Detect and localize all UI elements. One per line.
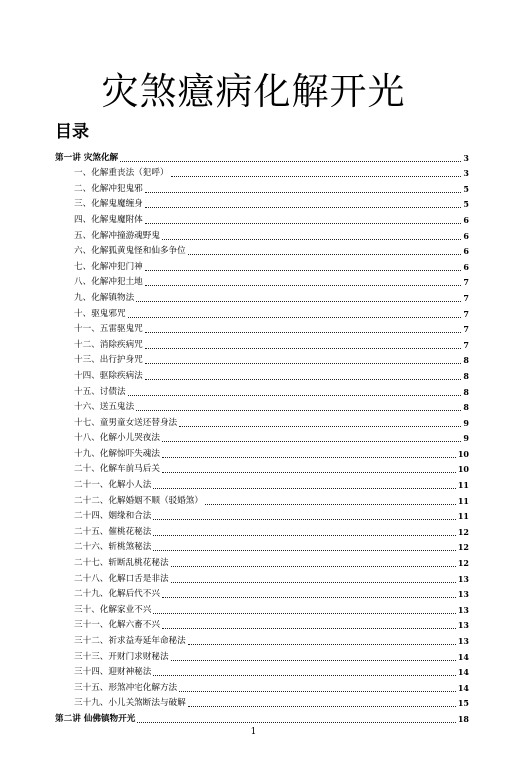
toc-entry-label: 十六、送五鬼法 xyxy=(74,402,135,413)
dot-leader xyxy=(188,706,456,707)
toc-section-entry[interactable] xyxy=(55,647,469,663)
dot-leader xyxy=(145,270,462,271)
dot-leader xyxy=(153,675,456,676)
toc-section-entry[interactable] xyxy=(55,242,469,258)
dot-leader xyxy=(171,582,456,583)
toc-entry-page: 6 xyxy=(463,246,469,257)
toc-section-entry[interactable] xyxy=(55,195,469,211)
toc-entry-label: 二十七、斩断乱桃花秘法 xyxy=(74,558,169,569)
dot-leader xyxy=(205,504,456,505)
dot-leader xyxy=(153,613,456,614)
toc-entry-label: 九、化解镇物法 xyxy=(74,292,135,303)
toc-entry-page: 6 xyxy=(463,214,469,225)
toc-entry-page: 9 xyxy=(463,433,469,444)
toc-entry-label: 二十五、催桃花秘法 xyxy=(74,526,152,537)
toc-section-entry[interactable] xyxy=(55,507,469,523)
toc-section-entry[interactable] xyxy=(55,600,469,616)
toc-entry-page: 8 xyxy=(463,402,469,413)
dot-leader xyxy=(162,628,456,629)
toc-section-entry[interactable] xyxy=(55,210,469,226)
toc-entry-label: 十八、化解小儿哭夜法 xyxy=(74,433,160,444)
table-of-contents xyxy=(55,148,469,725)
toc-entry-label: 第二讲 仙佛镇物开光 xyxy=(55,713,136,724)
dot-leader xyxy=(179,426,461,427)
dot-leader xyxy=(128,317,462,318)
toc-section-entry[interactable] xyxy=(55,335,469,351)
toc-heading: 目录 xyxy=(55,122,89,142)
toc-entry-label: 二十八、化解口舌是非法 xyxy=(74,573,169,584)
toc-section-entry[interactable] xyxy=(55,398,469,414)
toc-section-entry[interactable] xyxy=(55,413,469,429)
toc-entry-label: 十四、驱除疾病法 xyxy=(74,370,143,381)
dot-leader xyxy=(153,519,456,520)
dot-leader xyxy=(162,472,456,473)
toc-entry-label: 二十九、化解后代不兴 xyxy=(74,589,160,600)
toc-section-entry[interactable] xyxy=(55,304,469,320)
dot-leader xyxy=(145,379,462,380)
dot-leader xyxy=(128,395,462,396)
dot-leader xyxy=(136,301,461,302)
dot-leader xyxy=(153,488,456,489)
dot-leader xyxy=(188,254,462,255)
toc-entry-page: 13 xyxy=(457,604,469,615)
dot-leader xyxy=(145,207,462,208)
toc-entry-page: 7 xyxy=(463,339,469,350)
dot-leader xyxy=(120,161,461,162)
toc-section-entry[interactable] xyxy=(55,569,469,585)
toc-section-entry[interactable] xyxy=(55,553,469,569)
dot-leader xyxy=(145,192,462,193)
toc-entry-page: 7 xyxy=(463,324,469,335)
toc-section-entry[interactable] xyxy=(55,678,469,694)
toc-entry-label: 十二、消除疾病咒 xyxy=(74,339,143,350)
dot-leader xyxy=(171,660,456,661)
toc-section-entry[interactable] xyxy=(55,179,469,195)
toc-section-entry[interactable] xyxy=(55,257,469,273)
toc-entry-page: 3 xyxy=(463,168,469,179)
toc-entry-page: 10 xyxy=(457,448,469,459)
toc-section-entry[interactable] xyxy=(55,351,469,367)
dot-leader xyxy=(145,285,462,286)
toc-section-entry[interactable] xyxy=(55,663,469,679)
toc-entry-page: 7 xyxy=(463,277,469,288)
dot-leader xyxy=(188,644,456,645)
toc-entry-page: 13 xyxy=(457,636,469,646)
toc-section-entry[interactable] xyxy=(55,288,469,304)
toc-entry-label: 第一讲 灾煞化解 xyxy=(55,152,119,163)
dot-leader xyxy=(145,363,462,364)
toc-entry-page: 3 xyxy=(463,152,469,163)
toc-section-entry[interactable] xyxy=(55,164,469,180)
toc-section-entry[interactable] xyxy=(55,366,469,382)
toc-entry-label: 一、化解重丧法（犯呼） xyxy=(74,168,169,179)
toc-section-entry[interactable] xyxy=(55,631,469,647)
dot-leader xyxy=(171,566,456,567)
toc-entry-page: 9 xyxy=(463,417,469,428)
toc-entry-page: 13 xyxy=(457,589,469,600)
toc-entry-page: 12 xyxy=(457,526,469,537)
dot-leader xyxy=(137,722,456,723)
toc-entry-label: 二、化解冲犯鬼邪 xyxy=(74,183,143,194)
toc-section-entry[interactable] xyxy=(55,444,469,460)
toc-entry-label: 七、化解冲犯门神 xyxy=(74,261,143,272)
toc-section-entry[interactable] xyxy=(55,273,469,289)
toc-entry-page: 10 xyxy=(457,464,469,475)
toc-entry-page: 12 xyxy=(457,542,469,553)
toc-section-entry[interactable] xyxy=(55,585,469,601)
toc-entry-page: 6 xyxy=(463,230,469,241)
toc-section-entry[interactable] xyxy=(55,694,469,710)
toc-entry-page: 11 xyxy=(457,495,469,506)
toc-entry-label: 三十一、化解六畜不兴 xyxy=(74,620,160,631)
toc-chapter-entry[interactable] xyxy=(55,148,469,164)
toc-section-entry[interactable] xyxy=(55,538,469,554)
toc-entry-label: 二十一、化解小人法 xyxy=(74,480,152,491)
toc-section-entry[interactable] xyxy=(55,429,469,445)
toc-entry-page: 14 xyxy=(457,651,469,662)
toc-entry-label: 三十五、形煞冲宅化解方法 xyxy=(74,682,178,693)
toc-entry-page: 13 xyxy=(457,620,469,631)
toc-entry-page: 5 xyxy=(463,183,469,194)
toc-section-entry[interactable] xyxy=(55,320,469,336)
toc-entry-page: 8 xyxy=(463,370,469,381)
dot-leader xyxy=(162,457,456,458)
toc-section-entry[interactable] xyxy=(55,460,469,476)
toc-entry-page: 12 xyxy=(457,558,469,569)
page-number: 1 xyxy=(250,727,257,737)
toc-entry-label: 二十六、斩桃煞秘法 xyxy=(74,542,152,553)
toc-entry-label: 三十九、小儿关煞断法与破解 xyxy=(74,698,186,709)
toc-entry-label: 六、化解狐黄鬼怪和仙多争位 xyxy=(74,246,186,257)
dot-leader xyxy=(153,535,456,536)
toc-entry-label: 三、化解鬼魔缠身 xyxy=(74,199,143,210)
toc-entry-page: 6 xyxy=(463,261,469,272)
dot-leader xyxy=(171,176,462,177)
toc-entry-label: 二十四、姻缘和合法 xyxy=(74,511,152,522)
toc-entry-label: 四、化解鬼魔附体 xyxy=(74,214,143,225)
toc-entry-page: 5 xyxy=(463,199,469,210)
toc-section-entry[interactable] xyxy=(55,226,469,242)
dot-leader xyxy=(145,332,462,333)
toc-entry-label: 三十、化解家业不兴 xyxy=(74,604,152,615)
dot-leader xyxy=(162,597,456,598)
toc-section-entry[interactable] xyxy=(55,616,469,632)
toc-entry-page: 7 xyxy=(463,308,469,319)
toc-entry-page: 8 xyxy=(463,355,469,366)
toc-entry-label: 二十、化解车前马后关 xyxy=(74,464,160,475)
toc-entry-label: 三十二、祈求益寿延年命秘法 xyxy=(74,636,186,646)
dot-leader xyxy=(162,441,461,442)
toc-section-entry[interactable] xyxy=(55,475,469,491)
toc-entry-page: 11 xyxy=(457,480,469,491)
dot-leader xyxy=(145,348,462,349)
dot-leader xyxy=(162,239,461,240)
toc-entry-label: 十一、五雷驱鬼咒 xyxy=(74,324,143,335)
dot-leader xyxy=(145,223,462,224)
toc-entry-label: 十九、化解惊吓失魂法 xyxy=(74,448,160,459)
toc-entry-page: 8 xyxy=(463,386,469,397)
toc-entry-label: 五、化解冲撞游魂野鬼 xyxy=(74,230,160,241)
toc-entry-label: 三十三、开财门求财秘法 xyxy=(74,651,169,662)
toc-section-entry[interactable] xyxy=(55,522,469,538)
toc-entry-label: 十三、出行护身咒 xyxy=(74,355,143,366)
toc-entry-page: 14 xyxy=(457,667,469,678)
toc-entry-page: 15 xyxy=(457,698,469,709)
toc-entry-page: 11 xyxy=(457,511,469,522)
toc-chapter-entry[interactable] xyxy=(55,709,469,725)
toc-entry-label: 十、驱鬼邪咒 xyxy=(74,308,126,319)
toc-entry-page: 7 xyxy=(463,292,469,303)
toc-section-entry[interactable] xyxy=(55,382,469,398)
dot-leader xyxy=(136,410,461,411)
toc-entry-page: 18 xyxy=(457,713,469,724)
toc-entry-label: 十七、童男童女送还替身法 xyxy=(74,417,178,428)
toc-entry-page: 14 xyxy=(457,682,469,693)
toc-entry-label: 八、化解冲犯土地 xyxy=(74,277,143,288)
toc-entry-label: 二十二、化解婚姻不顺（驳婚煞） xyxy=(74,495,203,506)
toc-entry-label: 十五、讨债法 xyxy=(74,386,126,397)
document-title: 灾煞癔病化解开光 xyxy=(101,69,406,113)
toc-entry-page: 13 xyxy=(457,573,469,584)
toc-section-entry[interactable] xyxy=(55,491,469,507)
dot-leader xyxy=(153,550,456,551)
toc-entry-label: 三十四、迎财神秘法 xyxy=(74,667,152,678)
dot-leader xyxy=(179,691,456,692)
